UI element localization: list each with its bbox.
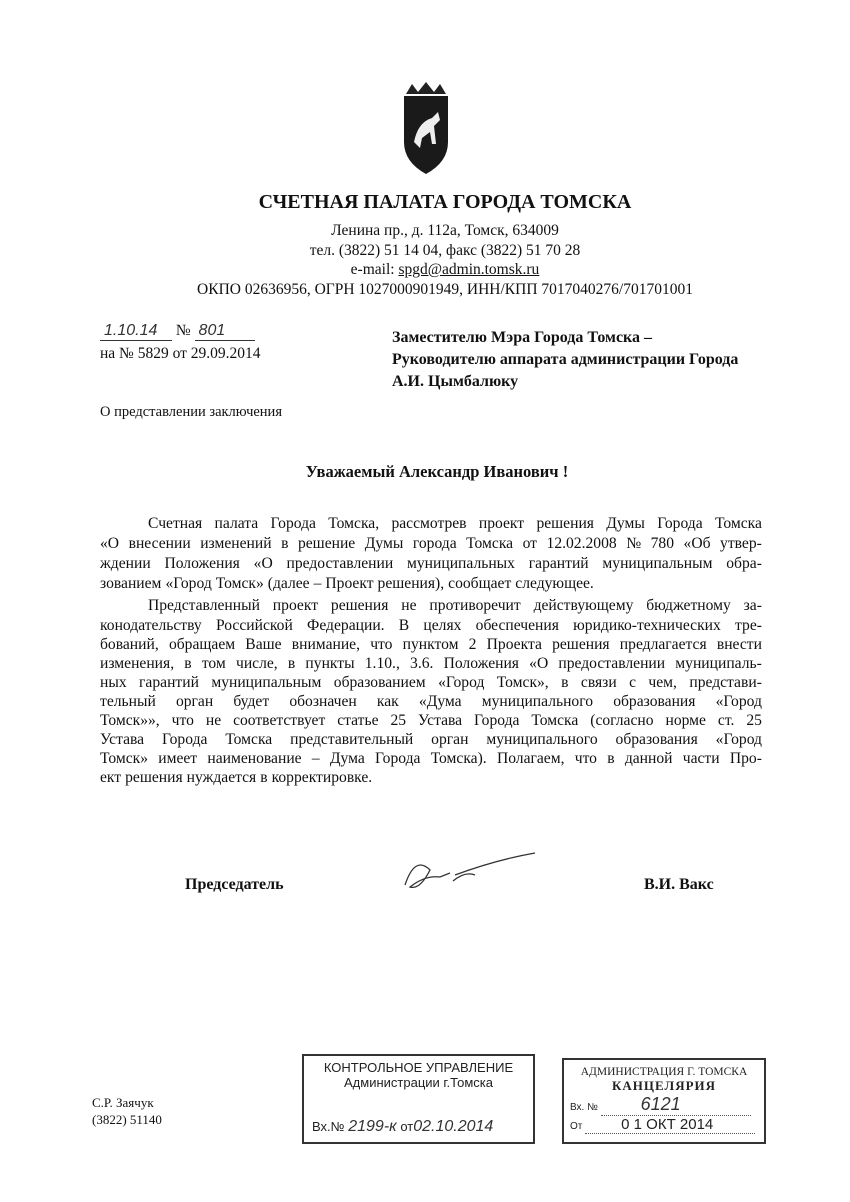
word: ждении (100, 555, 151, 572)
stamp-date-row (570, 1116, 764, 1134)
word: пункты (305, 655, 355, 672)
word: Про- (729, 750, 762, 767)
registration-codes: ОКПО 02636956, ОГРН 1027000901949, ИНН/КПП 7017040276/701701001 (197, 281, 693, 298)
word: наименование (207, 750, 302, 767)
word: бований, (100, 636, 159, 653)
executor-name: С.Р. Заячук (92, 1095, 154, 1110)
stamp-label: от (400, 1119, 414, 1134)
stamp-in-no: 2199-к (348, 1118, 397, 1135)
word: Думы (364, 535, 404, 552)
word: Томск»», (100, 712, 160, 729)
word: орган (431, 731, 469, 748)
word: ект (100, 769, 122, 786)
word: Томска (466, 535, 514, 552)
word: 12.02.2008 (546, 535, 617, 552)
word: соответствует (233, 712, 326, 729)
word: обращаем (168, 636, 236, 653)
word: юридико-технических (573, 617, 721, 634)
control-dept-stamp (302, 1054, 535, 1144)
body-line (100, 555, 762, 573)
word: Томска (225, 731, 273, 748)
word: 1.10., (364, 655, 400, 672)
email-link[interactable]: spgd@admin.tomsk.ru (398, 261, 540, 278)
word: Проекта (486, 636, 542, 653)
word: предоставлении (558, 655, 666, 672)
stamp-in-no: 6121 (601, 1094, 751, 1116)
word: муниципаль- (675, 655, 762, 672)
stamp-date: 0 1 ОКТ 2014 (585, 1116, 755, 1134)
word: Города (270, 515, 316, 532)
word: бюджетному (646, 597, 731, 614)
word: (согласно (590, 712, 654, 729)
word: Российской (215, 617, 293, 634)
word: (далее (267, 575, 310, 592)
word: нуждается (186, 769, 257, 786)
word: в (281, 535, 289, 552)
word: проект (272, 597, 319, 614)
word: изменения, (100, 655, 175, 672)
word: 780 (650, 535, 674, 552)
coat-of-arms-icon (398, 82, 454, 180)
word: Устава (100, 731, 145, 748)
email-line (20, 261, 850, 279)
word: как (376, 693, 399, 710)
word: чем, (648, 674, 677, 691)
stamp-date: 02.10.2014 (413, 1118, 494, 1135)
word: муниципального (481, 693, 594, 710)
stamp-label: Вх.№ (312, 1119, 345, 1134)
body-line (100, 674, 762, 692)
word: действующему (533, 597, 634, 614)
word: не (205, 712, 222, 729)
word: «Об (683, 535, 711, 552)
word: зованием (100, 575, 162, 592)
word: утвер- (720, 535, 762, 552)
word: решения (552, 636, 610, 653)
word: противоречит (429, 597, 521, 614)
word: конодательству (100, 617, 202, 634)
word: Ваше (245, 636, 282, 653)
stamp-line: КАНЦЕЛЯРИЯ (611, 1078, 717, 1093)
word: решения (536, 515, 594, 532)
word: гарантий (139, 674, 199, 691)
word: Устава (417, 712, 463, 729)
word: Представленный (148, 597, 260, 614)
word: решения (330, 597, 389, 614)
stamp-line: Администрации г.Томска (344, 1075, 493, 1090)
word: Положения (443, 655, 519, 672)
outgoing-date: 1.10.14 (100, 322, 172, 341)
word: Томск» (215, 575, 264, 592)
word: решения), (377, 575, 445, 592)
word: «Город (165, 575, 212, 592)
subject: О представлении заключения (100, 404, 282, 420)
body-line (148, 597, 762, 615)
word: города (412, 535, 457, 552)
word: данной (624, 750, 673, 767)
stamp-incoming (312, 1118, 493, 1136)
word: 3.6. (410, 655, 434, 672)
stamp-label: От (570, 1121, 583, 1132)
phone-fax: тел. (3822) 51 14 04, факс (3822) 51 70 28 (309, 242, 581, 259)
word: «Дума (418, 693, 462, 710)
word: муниципальных (407, 555, 515, 572)
word: норме (665, 712, 706, 729)
word: Томска, (328, 515, 380, 532)
word: образования (613, 693, 696, 710)
body-line (100, 693, 762, 711)
word: что (574, 750, 597, 767)
word: Города (657, 515, 703, 532)
word: № (626, 535, 642, 552)
stamp-line: КОНТРОЛЬНОЕ УПРАВЛЕНИЕ (323, 1060, 514, 1075)
word: В (398, 617, 410, 634)
word: проект (478, 515, 525, 532)
word: представительный (290, 731, 414, 748)
word: Города (474, 712, 520, 729)
body-line (100, 731, 762, 749)
word: ст. (717, 712, 735, 729)
number-label: № (175, 322, 191, 339)
word: корректировке. (271, 769, 373, 786)
outgoing-ref (100, 322, 255, 341)
greeting: Уважаемый Александр Иванович ! (305, 462, 569, 481)
word: Проект (325, 575, 374, 592)
word: – (311, 750, 320, 767)
body-line (100, 750, 762, 768)
body-line (100, 575, 762, 593)
outgoing-number: 801 (195, 322, 255, 341)
email-label: e-mail: (350, 261, 399, 278)
executor-phone: (3822) 51140 (92, 1112, 162, 1127)
word: палата (214, 515, 259, 532)
stamp-label: Вх. № (570, 1102, 598, 1113)
word: предлагается (619, 636, 707, 653)
word: Томск», (496, 674, 549, 691)
word: обозначен (289, 693, 357, 710)
word: 25 (746, 712, 762, 729)
word: в (184, 655, 192, 672)
word: Федерации. (307, 617, 385, 634)
body-line (100, 636, 762, 654)
word: гарантий (528, 555, 589, 572)
word: Города (375, 750, 421, 767)
word: изменений (200, 535, 272, 552)
word: будет (233, 693, 270, 710)
word: что (171, 712, 194, 729)
word: за- (743, 597, 762, 614)
word: Томска (714, 515, 762, 532)
word: том (201, 655, 226, 672)
word: части (682, 750, 720, 767)
word: образования (615, 731, 698, 748)
organization-title: СЧЕТНАЯ ПАЛАТА ГОРОДА ТОМСКА (258, 191, 632, 213)
word: тельный (100, 693, 156, 710)
word: «Город (715, 731, 762, 748)
word: орган (175, 693, 214, 710)
word: с (629, 674, 636, 691)
recipient-line: Руководителю аппарата администрации Города (392, 351, 739, 368)
address: Ленина пр., д. 112а, Томск, 634009 (331, 222, 559, 239)
stamp-line: АДМИНИСТРАЦИЯ Г. ТОМСКА (580, 1066, 748, 1078)
word: Города (161, 731, 208, 748)
word: пунктом (402, 636, 459, 653)
recipient-line: А.И. Цымбалюку (392, 373, 519, 390)
word: следующее. (515, 575, 594, 592)
word: «О (100, 535, 120, 552)
word: в (287, 655, 296, 672)
word: не (401, 597, 417, 614)
word: Томска (531, 712, 579, 729)
word: связи (580, 674, 617, 691)
chancellery-stamp (562, 1058, 766, 1144)
word: внимание, (291, 636, 360, 653)
recipient-line: Заместителю Мэра Города Томска – (392, 329, 653, 346)
signature-icon (395, 845, 545, 910)
word: решение (297, 535, 356, 552)
word: – (313, 575, 322, 592)
word: ных (100, 674, 127, 691)
word: 2 (468, 636, 477, 653)
word: статье (337, 712, 379, 729)
body-line (100, 769, 762, 787)
body-line (100, 617, 762, 635)
reply-ref: на № 5829 от 29.09.2014 (100, 345, 261, 362)
body-line (100, 535, 762, 553)
word: муниципального (486, 731, 598, 748)
word: сообщает (448, 575, 512, 592)
word: «Город (438, 674, 485, 691)
word: Дума (329, 750, 365, 767)
word: внести (716, 636, 762, 653)
word: в (561, 674, 569, 691)
word: в (260, 769, 268, 786)
executor (92, 1094, 162, 1128)
word: от (522, 535, 537, 552)
signatory-position: Председатель (185, 876, 284, 893)
word: представи- (689, 674, 762, 691)
word: что (370, 636, 393, 653)
word: Думы (606, 515, 645, 532)
word: внесении (128, 535, 191, 552)
word: Полагаем, (496, 750, 565, 767)
word: «О (253, 555, 273, 572)
signatory-name: В.И. Вакс (644, 876, 714, 893)
word: «Город (715, 693, 762, 710)
word: обра- (726, 555, 762, 572)
word: тре- (735, 617, 762, 634)
word: обеспечения (475, 617, 559, 634)
body-line (100, 655, 762, 673)
word: в (607, 750, 615, 767)
word: «О (529, 655, 549, 672)
word: Счетная (148, 515, 203, 532)
recipient (392, 327, 738, 393)
stamp-incoming (570, 1094, 764, 1116)
word: образованием (333, 674, 426, 691)
word: Томск» (100, 750, 149, 767)
word: муниципальным (211, 674, 322, 691)
word: муниципальным (602, 555, 713, 572)
word: Томска). (430, 750, 487, 767)
word: числе, (235, 655, 278, 672)
word: имеет (158, 750, 198, 767)
word: целях (423, 617, 462, 634)
word: рассмотрев (391, 515, 467, 532)
body-line (148, 515, 762, 533)
word: предоставлении (286, 555, 394, 572)
word: Положения (164, 555, 240, 572)
word: решения (125, 769, 183, 786)
body-line (100, 712, 762, 730)
word: 25 (390, 712, 407, 729)
